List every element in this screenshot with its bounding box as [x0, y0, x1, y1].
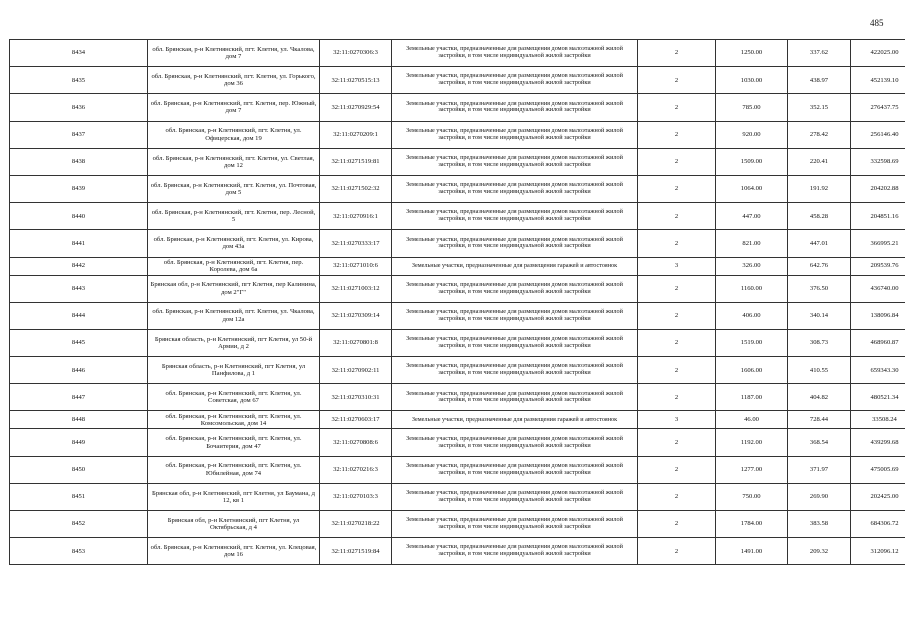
row-number-cell: 8436	[10, 94, 148, 121]
address-cell: обл. Брянская, р-н Клетнянский, пгт. Клетня, пер. Лесной, 5	[148, 203, 320, 230]
cadastral-number-cell: 32:11:0271502:32	[320, 175, 392, 202]
address-cell: Брянская область, р-н Клетнянский, пгт Клетня, ул Панфилова, д 1	[148, 357, 320, 384]
row-number-cell: 8443	[10, 275, 148, 302]
specific-value-cell: 278.42	[788, 121, 851, 148]
address-cell: обл. Брянская, р-н Клетнянский, пгт. Клетня, ул. Чкалова, дом 7	[148, 40, 320, 67]
group-cell: 2	[638, 148, 716, 175]
address-cell: Брянская обл, р-н Клетнянский, пгт Клетня, ул Октябрьская, д 4	[148, 511, 320, 538]
land-use-cell: Земельные участки, предназначенные для размещения домов малоэтажной жилой застройки, в том числе индивидуальной жилой застройки	[392, 329, 638, 356]
cadastral-number-cell: 32:11:0270515:13	[320, 67, 392, 94]
group-cell: 2	[638, 175, 716, 202]
cadastral-number-cell: 32:11:0270929:54	[320, 94, 392, 121]
group-cell: 2	[638, 357, 716, 384]
table-row	[10, 456, 905, 483]
area-cell: 750.00	[716, 483, 788, 510]
row-number-cell: 8437	[10, 121, 148, 148]
table-row	[10, 357, 905, 384]
table-row	[10, 329, 905, 356]
cadastral-value-cell: 33508.24	[851, 411, 905, 429]
table-row	[10, 203, 905, 230]
land-use-cell: Земельные участки, предназначенные для размещения домов малоэтажной жилой застройки, в том числе индивидуальной жилой застройки	[392, 275, 638, 302]
group-cell: 2	[638, 94, 716, 121]
area-cell: 1160.00	[716, 275, 788, 302]
row-number-cell: 8451	[10, 483, 148, 510]
cadastral-value-cell: 256146.40	[851, 121, 905, 148]
address-cell: обл. Брянская, р-н Клетнянский, пгт. Клетня, ул. Кирова, дом 43а	[148, 230, 320, 257]
page-number: 485	[870, 18, 884, 28]
land-use-cell: Земельные участки, предназначенные для размещения домов малоэтажной жилой застройки, в том числе индивидуальной жилой застройки	[392, 429, 638, 456]
area-cell: 1277.00	[716, 456, 788, 483]
row-number-cell: 8440	[10, 203, 148, 230]
specific-value-cell: 371.97	[788, 456, 851, 483]
cadastral-value-cell: 468960.87	[851, 329, 905, 356]
cadastral-number-cell: 32:11:0270309:14	[320, 302, 392, 329]
cadastral-number-cell: 32:11:0271519:81	[320, 148, 392, 175]
specific-value-cell: 728.44	[788, 411, 851, 429]
table-row	[10, 257, 905, 275]
table-row	[10, 40, 905, 67]
row-number-cell: 8434	[10, 40, 148, 67]
area-cell: 785.00	[716, 94, 788, 121]
group-cell: 2	[638, 456, 716, 483]
row-number-cell: 8445	[10, 329, 148, 356]
cadastral-value-cell: 276437.75	[851, 94, 905, 121]
address-cell: обл. Брянская, р-н Клетнянский, пгт. Клетня, ул. Клецовая, дом 16	[148, 538, 320, 565]
specific-value-cell: 220.41	[788, 148, 851, 175]
cadastral-number-cell: 32:11:0270801:8	[320, 329, 392, 356]
address-cell: обл. Брянская, р-н Клетнянский, пгт. Клетня, пер. Южный, дом 7	[148, 94, 320, 121]
row-number-cell: 8447	[10, 384, 148, 411]
specific-value-cell: 352.15	[788, 94, 851, 121]
land-use-cell: Земельные участки, предназначенные для размещения домов малоэтажной жилой застройки, в том числе индивидуальной жилой застройки	[392, 40, 638, 67]
specific-value-cell: 368.54	[788, 429, 851, 456]
address-cell: обл. Брянская, р-н Клетнянский, пгт. Клетня, ул. Советская, дом 67	[148, 384, 320, 411]
group-cell: 2	[638, 121, 716, 148]
specific-value-cell: 337.62	[788, 40, 851, 67]
table-row	[10, 411, 905, 429]
group-cell: 3	[638, 257, 716, 275]
table-row	[10, 275, 905, 302]
cadastral-value-cell: 475005.69	[851, 456, 905, 483]
specific-value-cell: 458.28	[788, 203, 851, 230]
group-cell: 2	[638, 483, 716, 510]
cadastral-value-cell: 138096.84	[851, 302, 905, 329]
address-cell: обл. Брянская, р-н Клетнянский, пгт. Клетня, ул. Комсомольская, дом 14	[148, 411, 320, 429]
cadastral-number-cell: 32:11:0270306:3	[320, 40, 392, 67]
land-use-cell: Земельные участки, предназначенные для размещения домов малоэтажной жилой застройки, в том числе индивидуальной жилой застройки	[392, 94, 638, 121]
table-row	[10, 67, 905, 94]
table-row	[10, 230, 905, 257]
row-number-cell: 8444	[10, 302, 148, 329]
specific-value-cell: 410.55	[788, 357, 851, 384]
cadastral-value-cell: 204202.88	[851, 175, 905, 202]
area-cell: 46.00	[716, 411, 788, 429]
specific-value-cell: 340.14	[788, 302, 851, 329]
group-cell: 2	[638, 275, 716, 302]
address-cell: обл. Брянская, р-н Клетнянский, пгт. Клетня, ул. Светлая, дом 12	[148, 148, 320, 175]
cadastral-value-cell: 436740.00	[851, 275, 905, 302]
address-cell: обл. Брянская, р-н Клетнянский, пгт. Клетня, ул. Горького, дом 36	[148, 67, 320, 94]
land-use-cell: Земельные участки, предназначенные для размещения гаражей и автостоянок	[392, 411, 638, 429]
specific-value-cell: 383.58	[788, 511, 851, 538]
group-cell: 2	[638, 40, 716, 67]
address-cell: обл. Брянская, р-н Клетнянский, пгт. Клетня, ул. Почтовая, дом 5	[148, 175, 320, 202]
address-cell: Брянская область, р-н Клетнянский, пгт Клетня, ул 50-й Армии, д 2	[148, 329, 320, 356]
table-row	[10, 429, 905, 456]
area-cell: 1250.00	[716, 40, 788, 67]
specific-value-cell: 376.50	[788, 275, 851, 302]
area-cell: 1030.00	[716, 67, 788, 94]
area-cell: 1192.00	[716, 429, 788, 456]
address-cell: обл. Брянская, р-н Клетнянский, пгт. Клетня, ул. Юбилейная, дом 74	[148, 456, 320, 483]
cadastral-value-cell: 684306.72	[851, 511, 905, 538]
group-cell: 2	[638, 511, 716, 538]
group-cell: 2	[638, 538, 716, 565]
specific-value-cell: 447.01	[788, 230, 851, 257]
table-body	[10, 40, 905, 565]
row-number-cell: 8452	[10, 511, 148, 538]
land-use-cell: Земельные участки, предназначенные для размещения домов малоэтажной жилой застройки, в том числе индивидуальной жилой застройки	[392, 302, 638, 329]
cadastral-number-cell: 32:11:0270603:17	[320, 411, 392, 429]
area-cell: 821.00	[716, 230, 788, 257]
cadastral-number-cell: 32:11:0271003:12	[320, 275, 392, 302]
group-cell: 2	[638, 67, 716, 94]
specific-value-cell: 308.73	[788, 329, 851, 356]
cadastral-number-cell: 32:11:0271519:84	[320, 538, 392, 565]
land-use-cell: Земельные участки, предназначенные для размещения домов малоэтажной жилой застройки, в том числе индивидуальной жилой застройки	[392, 538, 638, 565]
cadastral-number-cell: 32:11:0270310:31	[320, 384, 392, 411]
row-number-cell: 8435	[10, 67, 148, 94]
table-row	[10, 121, 905, 148]
area-cell: 920.00	[716, 121, 788, 148]
land-use-cell: Земельные участки, предназначенные для размещения домов малоэтажной жилой застройки, в том числе индивидуальной жилой застройки	[392, 357, 638, 384]
cadastral-number-cell: 32:11:0270209:1	[320, 121, 392, 148]
cadastral-value-cell: 659343.30	[851, 357, 905, 384]
address-cell: обл. Брянская, р-н Клетнянский, пгт. Клетня, ул. Чкалова, дом 12а	[148, 302, 320, 329]
land-use-cell: Земельные участки, предназначенные для размещения домов малоэтажной жилой застройки, в том числе индивидуальной жилой застройки	[392, 175, 638, 202]
cadastral-number-cell: 32:11:0270333:17	[320, 230, 392, 257]
cadastral-value-cell: 439299.68	[851, 429, 905, 456]
area-cell: 1519.00	[716, 329, 788, 356]
row-number-cell: 8448	[10, 411, 148, 429]
table-row	[10, 384, 905, 411]
area-cell: 406.00	[716, 302, 788, 329]
land-use-cell: Земельные участки, предназначенные для размещения домов малоэтажной жилой застройки, в том числе индивидуальной жилой застройки	[392, 121, 638, 148]
address-cell: обл. Брянская, р-н Клетнянский, пгт. Клетня, пер. Королева, дом 6а	[148, 257, 320, 275]
specific-value-cell: 404.82	[788, 384, 851, 411]
specific-value-cell: 269.90	[788, 483, 851, 510]
table-row	[10, 175, 905, 202]
land-use-cell: Земельные участки, предназначенные для размещения домов малоэтажной жилой застройки, в том числе индивидуальной жилой застройки	[392, 148, 638, 175]
cadastral-value-cell: 452139.10	[851, 67, 905, 94]
land-use-cell: Земельные участки, предназначенные для размещения домов малоэтажной жилой застройки, в том числе индивидуальной жилой застройки	[392, 384, 638, 411]
group-cell: 2	[638, 384, 716, 411]
table-row	[10, 148, 905, 175]
cadastral-number-cell: 32:11:0270218:22	[320, 511, 392, 538]
table-row	[10, 538, 905, 565]
row-number-cell: 8439	[10, 175, 148, 202]
area-cell: 1606.00	[716, 357, 788, 384]
cadastral-number-cell: 32:11:0270902:11	[320, 357, 392, 384]
area-cell: 1491.00	[716, 538, 788, 565]
cadastral-value-cell: 209539.76	[851, 257, 905, 275]
land-use-cell: Земельные участки, предназначенные для размещения домов малоэтажной жилой застройки, в том числе индивидуальной жилой застройки	[392, 67, 638, 94]
table-row	[10, 302, 905, 329]
area-cell: 1187.00	[716, 384, 788, 411]
address-cell: обл. Брянская, р-н Клетнянский, пгт. Клетня, ул. Офицерская, дом 19	[148, 121, 320, 148]
cadastral-value-cell: 332598.69	[851, 148, 905, 175]
area-cell: 1509.00	[716, 148, 788, 175]
row-number-cell: 8453	[10, 538, 148, 565]
table-row	[10, 483, 905, 510]
cadastral-value-cell: 312096.12	[851, 538, 905, 565]
cadastral-value-cell: 202425.00	[851, 483, 905, 510]
specific-value-cell: 438.97	[788, 67, 851, 94]
cadastral-number-cell: 32:11:0270916:1	[320, 203, 392, 230]
cadastral-value-cell: 204851.16	[851, 203, 905, 230]
area-cell: 447.00	[716, 203, 788, 230]
address-cell: Брянская обл, р-н Клетнянский, пгт Клетня, пер Калинина, дом 2"Г"	[148, 275, 320, 302]
land-use-cell: Земельные участки, предназначенные для размещения домов малоэтажной жилой застройки, в том числе индивидуальной жилой застройки	[392, 511, 638, 538]
land-use-cell: Земельные участки, предназначенные для размещения домов малоэтажной жилой застройки, в том числе индивидуальной жилой застройки	[392, 483, 638, 510]
cadastral-value-cell: 422025.00	[851, 40, 905, 67]
group-cell: 2	[638, 302, 716, 329]
cadastral-number-cell: 32:11:0270103:3	[320, 483, 392, 510]
cadastral-number-cell: 32:11:0271010:6	[320, 257, 392, 275]
area-cell: 1064.00	[716, 175, 788, 202]
group-cell: 3	[638, 411, 716, 429]
group-cell: 2	[638, 203, 716, 230]
area-cell: 326.00	[716, 257, 788, 275]
cadastral-number-cell: 32:11:0270808:6	[320, 429, 392, 456]
specific-value-cell: 191.92	[788, 175, 851, 202]
cadastral-value-table	[9, 39, 905, 565]
group-cell: 2	[638, 230, 716, 257]
land-use-cell: Земельные участки, предназначенные для размещения домов малоэтажной жилой застройки, в том числе индивидуальной жилой застройки	[392, 230, 638, 257]
specific-value-cell: 642.76	[788, 257, 851, 275]
row-number-cell: 8438	[10, 148, 148, 175]
row-number-cell: 8449	[10, 429, 148, 456]
table-row	[10, 94, 905, 121]
cadastral-value-cell: 366995.21	[851, 230, 905, 257]
group-cell: 2	[638, 329, 716, 356]
land-use-cell: Земельные участки, предназначенные для размещения гаражей и автостоянок	[392, 257, 638, 275]
row-number-cell: 8446	[10, 357, 148, 384]
cadastral-number-cell: 32:11:0270216:3	[320, 456, 392, 483]
specific-value-cell: 209.32	[788, 538, 851, 565]
area-cell: 1784.00	[716, 511, 788, 538]
cadastral-value-cell: 480521.34	[851, 384, 905, 411]
group-cell: 2	[638, 429, 716, 456]
land-use-cell: Земельные участки, предназначенные для размещения домов малоэтажной жилой застройки, в том числе индивидуальной жилой застройки	[392, 456, 638, 483]
address-cell: обл. Брянская, р-н Клетнянский, пгт. Клетня, ул. Бочаитерия, дом 47	[148, 429, 320, 456]
row-number-cell: 8450	[10, 456, 148, 483]
land-use-cell: Земельные участки, предназначенные для размещения домов малоэтажной жилой застройки, в том числе индивидуальной жилой застройки	[392, 203, 638, 230]
table-row	[10, 511, 905, 538]
row-number-cell: 8441	[10, 230, 148, 257]
row-number-cell: 8442	[10, 257, 148, 275]
address-cell: Брянская обл, р-н Клетнянский, пгт Клетня, ул Баумана, д 12, кв 1	[148, 483, 320, 510]
